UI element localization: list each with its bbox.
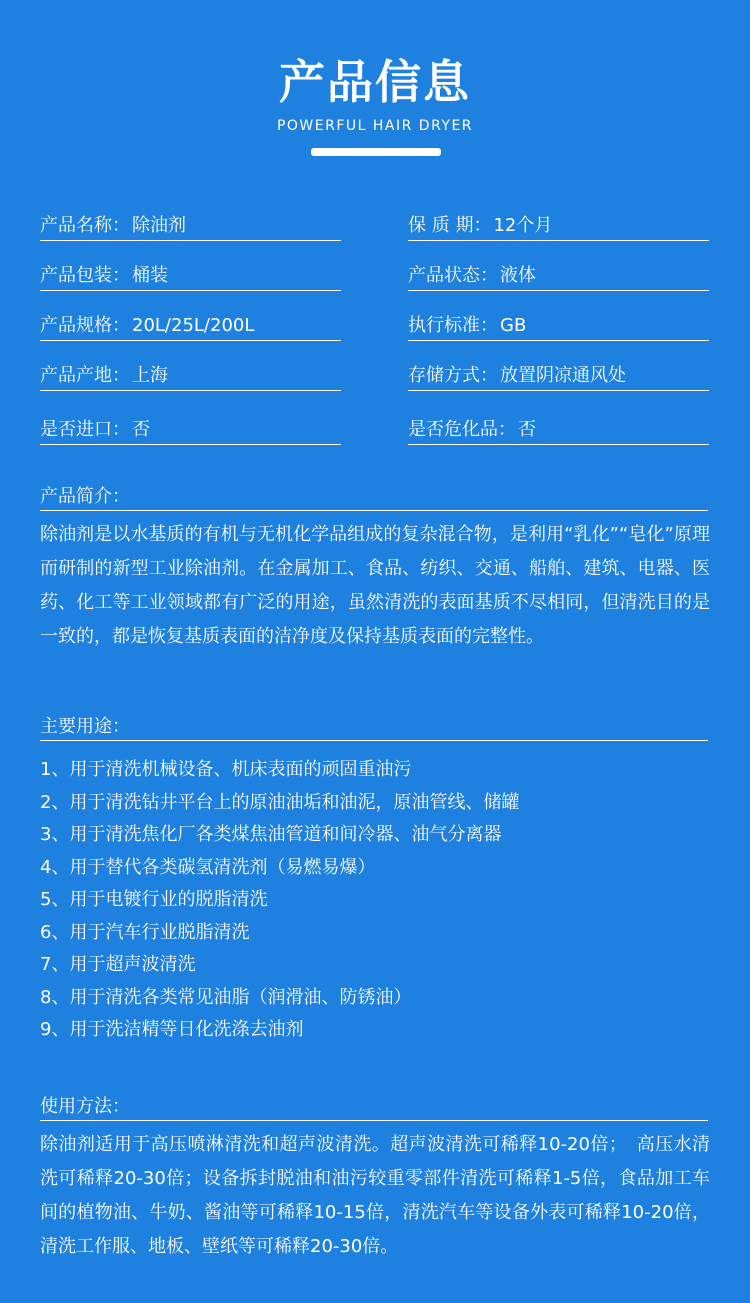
spec-label: 产品名称 [40,215,112,236]
list-item: 5、用于电镀行业的脱脂清洗 [40,889,268,910]
list-item: 2、用于清洗钻井平台上的原油油垢和油泥，原油管线、储罐 [40,791,520,813]
spec-separator: ： [498,419,516,440]
spec-standard [408,312,709,341]
spec-value: 否 [132,419,150,440]
spec-value: 除油剂 [132,215,186,236]
spec-label: 存储方式 [408,365,480,386]
list-item: 4、用于替代各类碳氢清洗剂（易燃易爆） [40,856,376,878]
spec-label: 产品规格 [40,315,112,336]
intro-text: 除油剂是以水基质的有机与无机化学品组成的复杂混合物，是利用“乳化”“皂化”原理而研制的新型工业除油剂。在金属加工、食品、纺织、交通、船舶、建筑、电器、医药、化工等工业领域都有广泛的用途，虽然清洗的表面基质不尽相同，但清洗目的是一致的，都是恢复基质表面的洁净度及保持基质表面的完整性。 [40,524,710,647]
spec-product-name [40,212,341,241]
spec-separator: ： [112,365,130,386]
spec-state [408,262,709,291]
spec-storage [408,362,709,391]
spec-separator: ： [112,265,130,286]
spec-value: 否 [518,419,536,440]
intro-heading: 产品简介： [40,484,708,511]
spec-label: 保 质 期 [408,215,474,236]
title-underline-bar [311,148,441,156]
spec-origin [40,362,341,391]
spec-separator: ： [112,315,130,336]
list-item: 6、用于汽车行业脱脂清洗 [40,921,250,943]
page-title: 产品信息 [279,55,471,109]
spec-label: 执行标准 [408,315,480,336]
spec-packaging [40,262,341,291]
spec-value: 桶装 [132,265,168,286]
uses-list [40,754,710,1047]
spec-label: 产品状态 [408,265,480,286]
spec-label: 是否危化品 [408,419,498,440]
spec-hazardous [408,416,709,445]
spec-label: 产品产地 [40,365,112,386]
spec-label: 产品包装 [40,265,112,286]
uses-heading: 主要用途： [40,714,708,741]
spec-size [40,312,341,341]
list-item: 8、用于清洗各类常见油脂（润滑油、防锈油） [40,986,412,1008]
page-subtitle: POWERFUL HAIR DRYER [276,118,474,134]
list-item: 1、用于清洗机械设备、机床表面的顽固重油污 [40,759,412,780]
list-item: 7、用于超声波清洗 [40,954,196,975]
spec-separator: ： [480,315,498,336]
spec-separator: ： [480,365,498,386]
list-item: 9、用于洗洁精等日化洗涤去油剂 [40,1019,304,1040]
spec-separator: ： [480,265,498,286]
spec-value: GB [500,315,527,336]
spec-separator: ： [112,215,130,236]
method-heading: 使用方法： [40,1094,708,1121]
spec-imported [40,416,341,445]
spec-value: 液体 [500,265,536,286]
spec-value: 20L/25L/200L [132,315,255,336]
spec-shelf-life [408,212,709,241]
spec-value: 放置阴凉通风处 [500,365,626,386]
method-text: 除油剂适用于高压喷淋清洗和超声波清洗。超声波清洗可稀释10-20倍； 高压水清洗可稀释20-30倍；设备拆封脱油和油污较重零部件清洗可稀释1-5倍，食品加工车间的植物油、牛奶、酱油等可稀释10-15倍，清洗汽车等设备外表可稀释10-20倍，清洗工作服、地板、壁纸等可稀释20-30倍。 [40,1134,710,1257]
list-item: 3、用于清洗焦化厂各类煤焦油管道和间冷器、油气分离器 [40,824,502,845]
spec-label: 是否进口 [40,419,112,440]
spec-value: 上海 [132,365,168,386]
spec-separator: ： [473,215,492,236]
spec-separator: ： [112,419,130,440]
spec-value: 12个月 [493,215,553,236]
